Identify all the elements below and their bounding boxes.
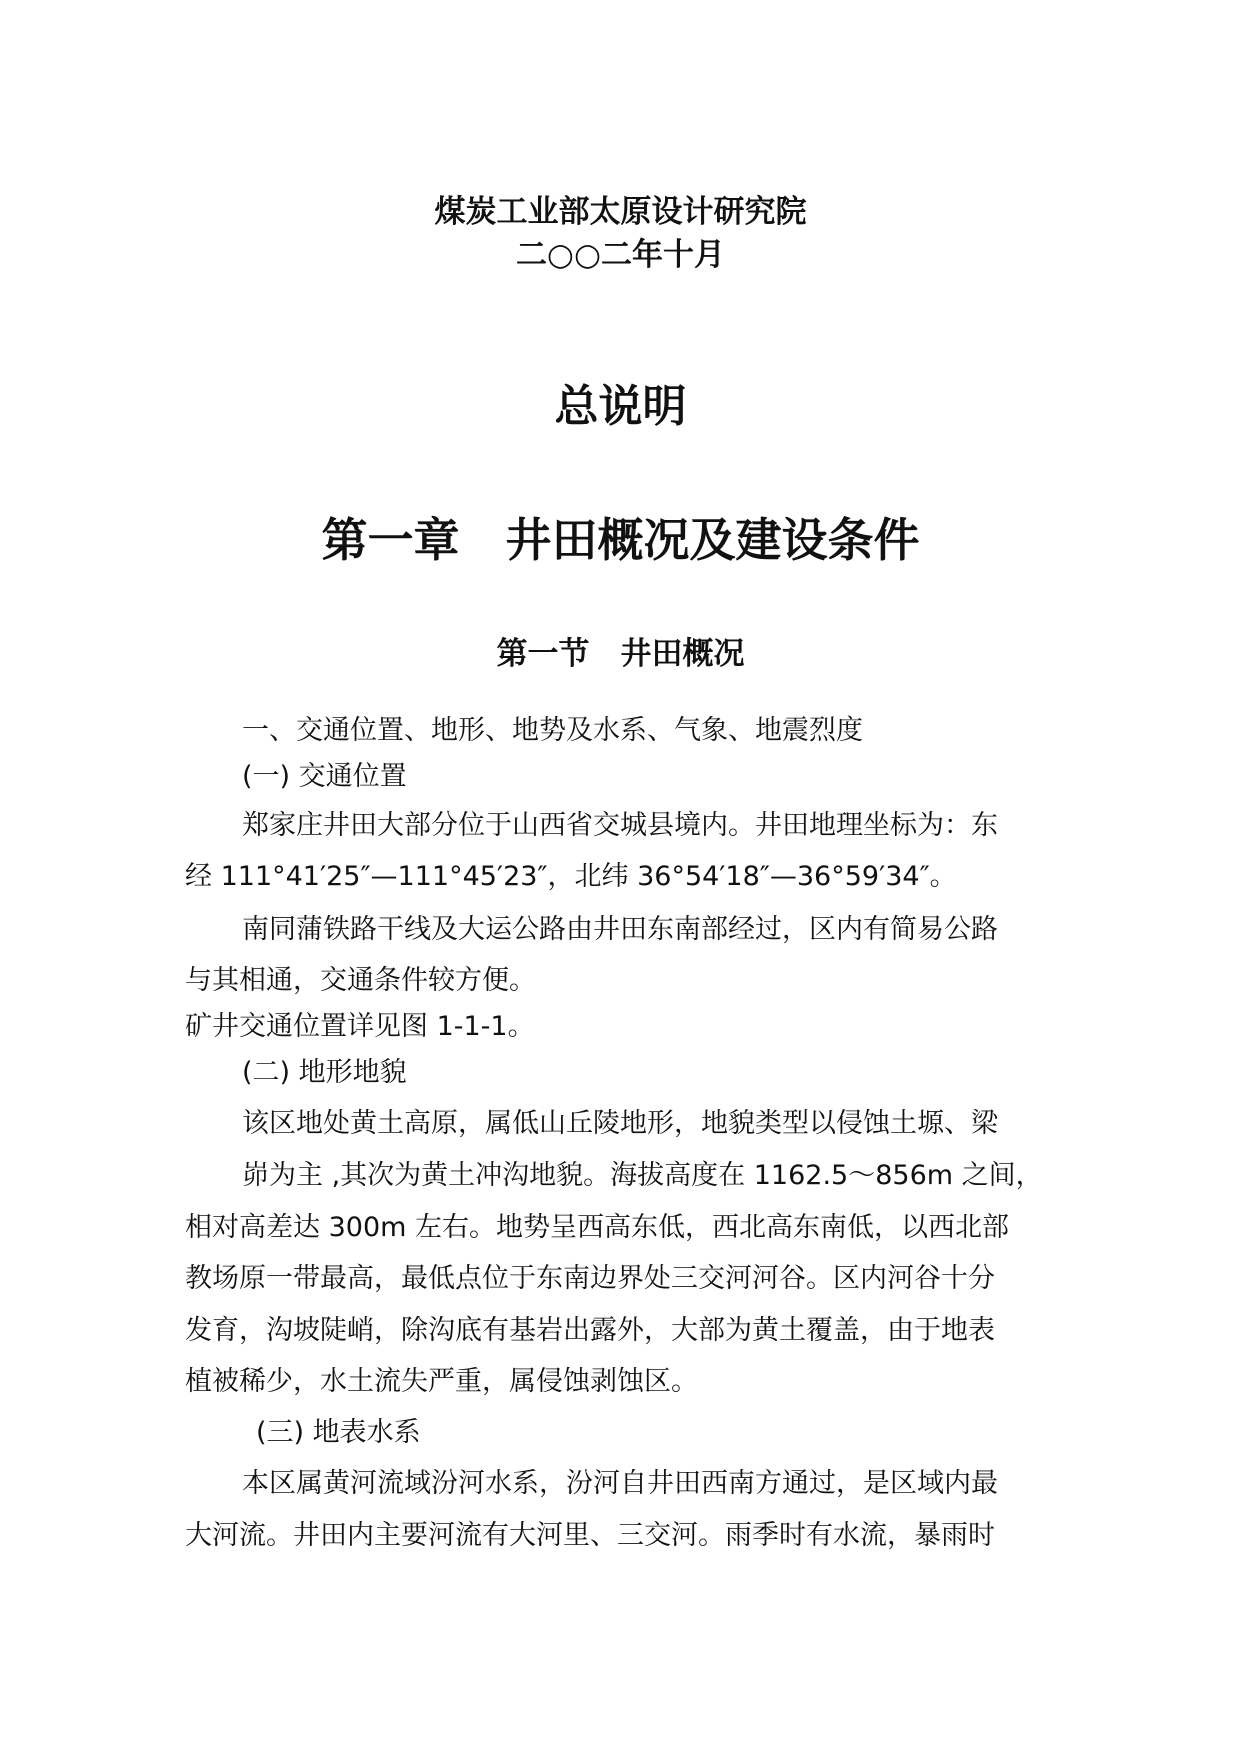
publication-date: 二○○二年十月	[515, 237, 726, 273]
paragraph-line: 相对高差达 300m 左右。地势呈西高东低，西北高东南低，以西北部	[185, 1212, 1009, 1243]
chapter-title: 第一章 井田概况及建设条件	[321, 513, 920, 567]
paragraph-line: 与其相通，交通条件较方便。	[185, 965, 536, 996]
paragraph-line: 矿井交通位置详见图 1-1-1。	[185, 1011, 535, 1042]
institute-name: 煤炭工业部太原设计研究院	[434, 194, 807, 230]
paragraph-line: 经 111°41′25″—111°45′23″，北纬 36°54′18″—36°59′34″。	[185, 861, 957, 892]
paragraph-line: 教场原一带最高，最低点位于东南边界处三交河河谷。区内河谷十分	[185, 1263, 995, 1294]
section-title: 第一节 井田概况	[496, 636, 745, 672]
paragraph-line: 植被稀少，水土流失严重，属侵蚀剥蚀区。	[185, 1366, 698, 1397]
paragraph-line: 本区属黄河流域汾河水系，汾河自井田西南方通过，是区域内最	[242, 1468, 998, 1499]
main-title: 总说明	[554, 381, 687, 432]
paragraph-line: 南同蒲铁路干线及大运公路由井田东南部经过，区内有简易公路	[242, 914, 998, 945]
item-heading: (三) 地表水系	[256, 1417, 421, 1448]
paragraph-line: 该区地处黄土高原，属低山丘陵地形，地貌类型以侵蚀土塬、梁	[242, 1108, 998, 1139]
paragraph-line: 郑家庄井田大部分位于山西省交城县境内。井田地理坐标为：东	[242, 810, 998, 841]
item-heading: (一) 交通位置	[242, 761, 407, 792]
subsection-heading: 一、交通位置、地形、地势及水系、气象、地震烈度	[242, 715, 863, 746]
paragraph-line: 大河流。井田内主要河流有大河里、三交河。雨季时有水流，暴雨时	[185, 1520, 995, 1551]
paragraph-line: 发育，沟坡陡峭，除沟底有基岩出露外，大部为黄土覆盖，由于地表	[185, 1315, 995, 1346]
paragraph-line: 峁为主 ,其次为黄土冲沟地貌。海拔高度在 1162.5～856m 之间，	[242, 1160, 1043, 1191]
item-heading: (二) 地形地貌	[242, 1057, 407, 1088]
